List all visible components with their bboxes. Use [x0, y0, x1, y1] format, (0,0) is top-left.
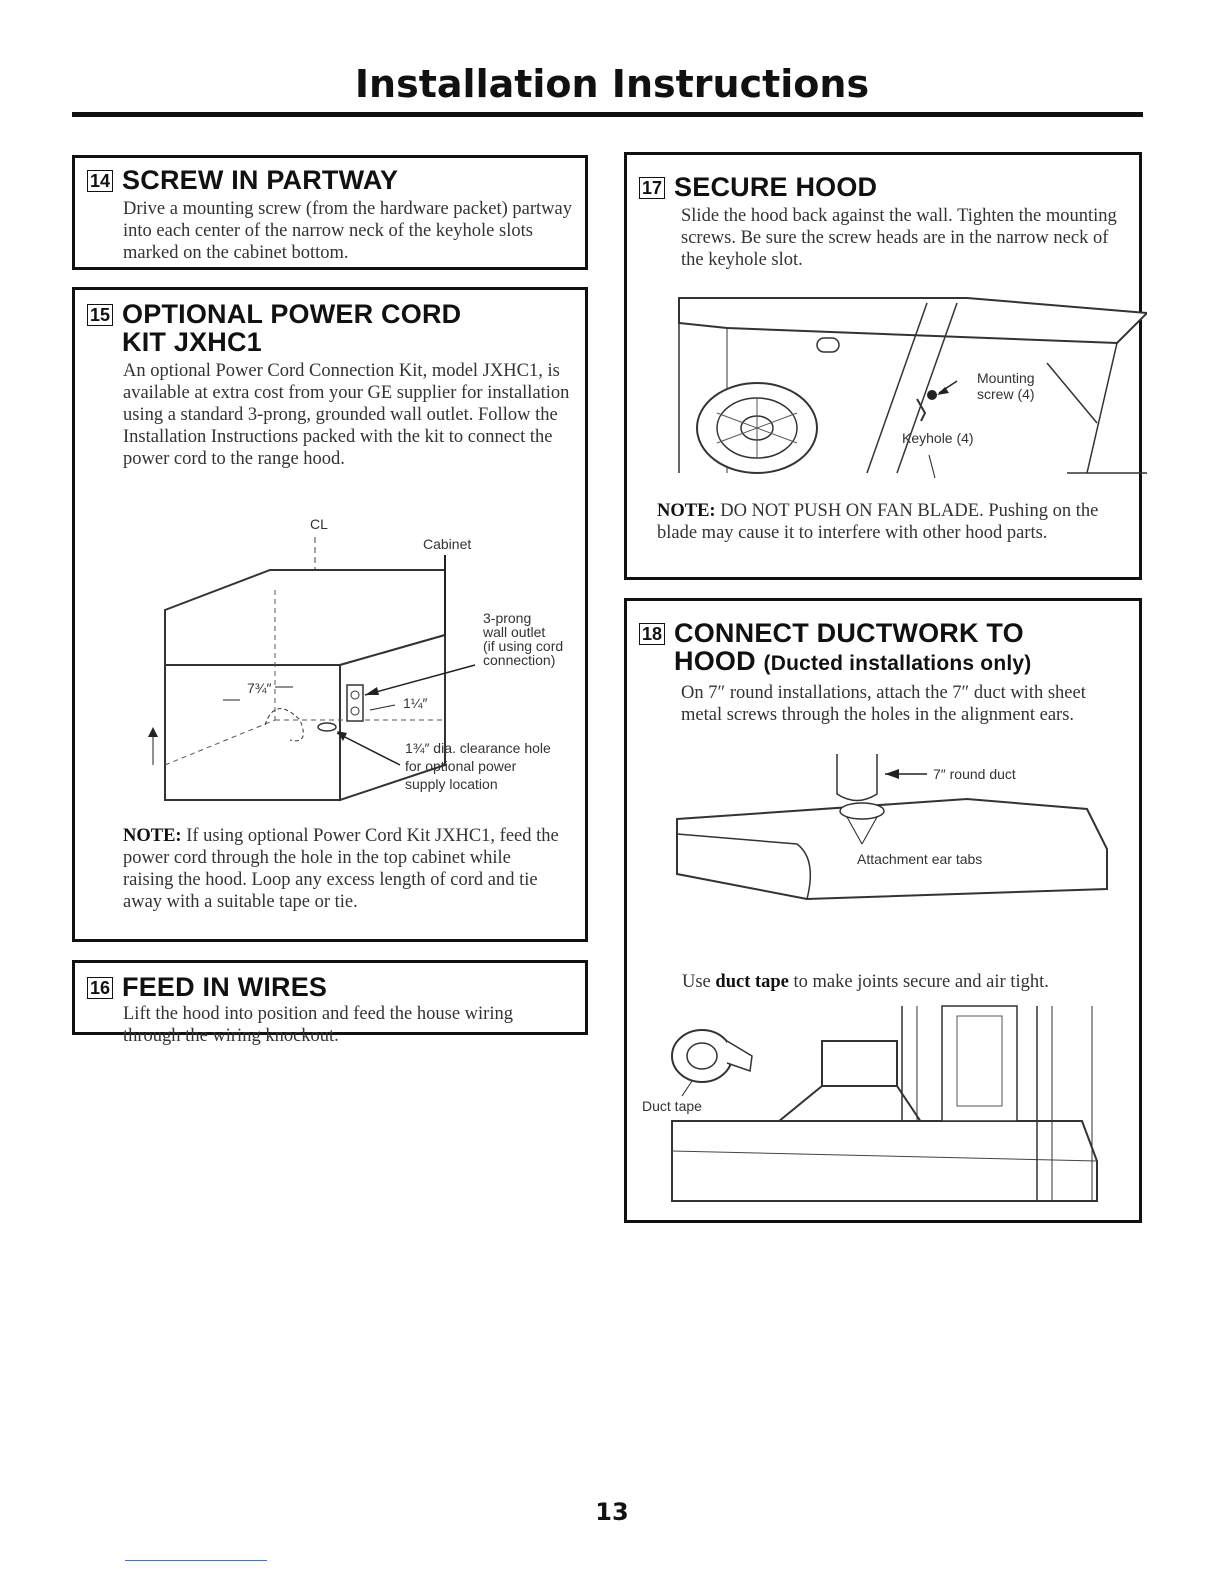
keyhole-slot	[917, 399, 925, 421]
ductwork-diagram	[667, 749, 1127, 939]
power-cord-diagram	[115, 515, 595, 805]
step-18-heading	[639, 619, 1129, 678]
step-15-box	[72, 287, 588, 942]
duct-tape-emphasis: duct tape	[715, 972, 789, 992]
outlet-label-2: wall outlet	[483, 624, 546, 640]
step-15-note-label: NOTE:	[123, 826, 182, 846]
step-17-body: Slide the hood back against the wall. Tighten the mounting screws. Be sure the screw heads are in the narrow neck of the keyhole slot.	[681, 206, 1117, 270]
mounting-label-2: screw (4)	[977, 386, 1035, 402]
duct-section	[822, 1041, 897, 1086]
step-17-note-text: DO NOT PUSH ON FAN BLADE. Pushing on the blade may cause it to interfere with other hood parts.	[657, 501, 1099, 543]
step-16-body: Lift the hood into position and feed the house wiring through the wiring knockout.	[123, 1004, 513, 1046]
hood-installed	[672, 1121, 1097, 1201]
step-17-note	[657, 500, 1117, 544]
hole-label-1: 1¾″ dia. clearance hole	[405, 740, 551, 756]
step-16-box	[72, 960, 588, 1046]
light-switch	[817, 338, 839, 352]
step-17-number: 17	[639, 177, 665, 199]
step-15-heading	[87, 300, 575, 356]
ear-tabs-label: Attachment ear tabs	[857, 851, 983, 867]
hole-label-2: for optional power	[405, 758, 517, 774]
duct-tape-label: Duct tape	[642, 1098, 702, 1114]
step-17-heading	[639, 173, 1129, 201]
duct-tape-diagram	[642, 1001, 1112, 1211]
step-15-note	[123, 825, 563, 913]
outlet-label-3: (if using cord	[483, 638, 564, 654]
step-18-box	[624, 598, 1142, 1223]
keyhole-label: Keyhole (4)	[902, 430, 974, 446]
step-15-number: 15	[87, 304, 113, 326]
step-16-title: FEED IN WIRES	[122, 972, 328, 1002]
step-18-title-line1: CONNECT DUCTWORK TO	[674, 618, 1024, 648]
step-14-box	[72, 155, 588, 270]
step-18-number: 18	[639, 623, 665, 645]
page-number: 13	[595, 1498, 629, 1526]
mounting-screw	[927, 390, 937, 400]
title-rule	[72, 112, 1143, 117]
hood-underside	[679, 298, 1147, 343]
step-14-number: 14	[87, 170, 113, 192]
duct-label: 7″ round duct	[933, 766, 1016, 782]
duct-tape-instruction: Use duct tape to make joints secure and air tight.	[682, 972, 1049, 992]
step-14-heading	[87, 166, 575, 194]
secure-hood-diagram	[667, 283, 1147, 483]
step-18-body: On 7″ round installations, attach the 7″ duct with sheet metal screws through the holes in the alignment ears.	[681, 683, 1086, 725]
page-title: Installation Instructions	[354, 62, 870, 106]
wall-outlet	[347, 685, 363, 721]
centerline-label: CL	[310, 516, 328, 532]
step-15-title-line1: OPTIONAL POWER CORD	[122, 299, 462, 329]
dimension-a: 7¾″	[247, 680, 272, 696]
cabinet-label: Cabinet	[423, 536, 472, 552]
hood-body	[677, 799, 1107, 899]
outlet-label-1: 3-prong	[483, 610, 532, 626]
round-duct	[837, 754, 877, 801]
mounting-label-1: Mounting	[977, 370, 1035, 386]
step-17-note-label: NOTE:	[657, 501, 716, 521]
step-18-title-sub: (Ducted installations only)	[763, 652, 1032, 675]
step-17-title: SECURE HOOD	[674, 172, 878, 202]
step-15-title-line2: KIT JXHC1	[122, 327, 262, 357]
step-14-body: Drive a mounting screw (from the hardware packet) partway into each center of the narrow neck of the keyhole slots marked on the cabinet bottom.	[123, 199, 572, 263]
hole-label-3: supply location	[405, 776, 498, 792]
step-18-title-line2: HOOD	[674, 646, 756, 676]
step-15-note-text: If using optional Power Cord Kit JXHC1, feed the power cord through the hole in the top cabinet while raising the hood. Loop any excess length of cord and tie away with a suitable tape or tie.	[123, 826, 559, 912]
duct-collar	[840, 803, 884, 819]
wall-cabinet	[942, 1006, 1017, 1121]
step-15-body: An optional Power Cord Connection Kit, model JXHC1, is available at extra cost from your GE supplier for installation using a standard 3-prong, grounded wall outlet. Follow the Installation Instructions packed with the kit to connect the power cord to the range hood.	[123, 361, 570, 469]
footer-link-line	[125, 1560, 267, 1561]
step-16-number: 16	[87, 977, 113, 999]
dimension-b: 1¼″	[403, 695, 428, 711]
step-17-box	[624, 152, 1142, 580]
step-16-heading	[87, 973, 575, 1001]
outlet-label-4: connection)	[483, 652, 556, 668]
step-14-title: SCREW IN PARTWAY	[122, 165, 399, 195]
